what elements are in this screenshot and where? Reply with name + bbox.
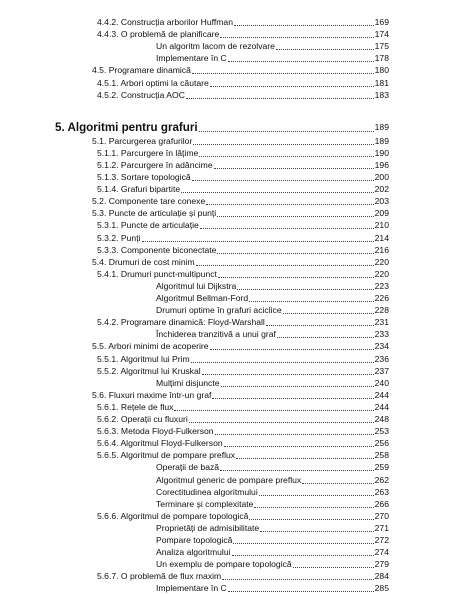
- toc-entry-number: 5.6.5.: [97, 450, 119, 461]
- dot-leader: [260, 531, 373, 532]
- toc-entry-number: 5.1.4.: [97, 184, 119, 195]
- dot-leader: [234, 25, 374, 26]
- toc-entry-number: 5.5.: [92, 341, 107, 352]
- toc-entry-text: Parcurgerea grafurilor: [108, 135, 193, 146]
- toc-entry-text: Operații cu fluxuri: [120, 414, 188, 424]
- toc-entry-text: O problemă de flux maxim: [120, 571, 222, 582]
- toc-entry[interactable]: [92, 207, 389, 219]
- toc-entry-text: Grafuri bipartite: [120, 184, 181, 195]
- toc-entry-text: Puncte de articulație și punți: [108, 208, 217, 219]
- toc-entry-number: 5.3.: [92, 208, 107, 219]
- toc-entry-number: 5.4.1.: [97, 268, 119, 279]
- toc-entry[interactable]: [156, 328, 389, 340]
- toc-entry[interactable]: [97, 413, 389, 425]
- toc-entry-number: 5.4.2.: [97, 317, 119, 328]
- dot-leader: [220, 37, 373, 38]
- toc-entry[interactable]: [156, 377, 389, 389]
- toc-entry-title: [156, 462, 219, 473]
- dot-leader: [192, 180, 374, 181]
- toc-page-number: 220: [374, 256, 389, 267]
- toc-entry-text: Pompare topologică: [156, 535, 233, 545]
- toc-entry-title: [156, 305, 282, 316]
- toc-page-number: 256: [374, 438, 389, 449]
- toc-entry-text: Drumuri optime în grafuri aciclice: [156, 305, 282, 316]
- toc-entry-number: 5.1.1.: [97, 147, 119, 158]
- toc-entry-text: Puncte de articulație: [120, 220, 199, 231]
- toc-entry-number: 5.3.1.: [97, 220, 119, 231]
- toc-entry-number: 5.2.: [92, 196, 107, 207]
- toc-entry-text: Un algoritm lacom de rezolvare: [156, 41, 275, 52]
- toc-entry-title: [97, 220, 199, 231]
- toc-entry-title: [97, 148, 198, 159]
- toc-entry-title: [156, 378, 220, 389]
- toc-entry-text: Un exemplu de pompare topologică: [156, 559, 292, 570]
- toc-entry-text: Algoritmul lui Prim: [120, 353, 190, 364]
- toc-entry-title: [156, 523, 259, 534]
- toc-page-number: 253: [374, 426, 389, 437]
- toc-entry-number: 5.1.2.: [97, 159, 119, 170]
- toc-entry-text: Componente tare conexe: [108, 196, 206, 207]
- toc-entry-text: Mulțimi disjuncte: [156, 377, 220, 388]
- toc-entry[interactable]: [156, 558, 389, 570]
- toc-entry-text: Terminare și complexitate: [156, 498, 254, 509]
- toc-entry-text: Algoritmul de pompare topologică: [120, 510, 249, 521]
- toc-page-number: 248: [374, 414, 389, 424]
- dot-leader: [224, 446, 374, 447]
- toc-page-number: 223: [374, 280, 389, 291]
- toc-entry[interactable]: [97, 28, 389, 40]
- toc-entry[interactable]: [92, 256, 389, 268]
- dot-leader: [214, 168, 374, 169]
- toc-page-number: 174: [374, 29, 389, 40]
- toc-entry-title: [92, 390, 211, 401]
- toc-entry[interactable]: [92, 135, 389, 147]
- dot-leader: [233, 543, 373, 544]
- toc-page-number: 180: [374, 65, 389, 76]
- toc-entry-text: Închiderea tranzitivă a unui graf: [156, 329, 276, 340]
- toc-entry[interactable]: [97, 77, 389, 89]
- toc-entry-text: Fluxuri maxime într-un graf: [108, 389, 212, 400]
- dot-leader: [212, 398, 373, 399]
- toc-entry[interactable]: [92, 195, 389, 207]
- toc-page-number: 274: [374, 547, 389, 558]
- toc-page-number: 169: [374, 17, 389, 27]
- toc-entry-title: [97, 160, 213, 171]
- toc-page-number: 220: [374, 268, 389, 279]
- toc-entry-title: [92, 257, 195, 268]
- toc-entry[interactable]: [97, 232, 389, 244]
- toc-page-number: 244: [374, 401, 389, 412]
- toc-entry-text: Analiza algoritmului: [156, 547, 231, 558]
- toc-page-number: 263: [374, 486, 389, 497]
- toc-entry[interactable]: [97, 219, 389, 231]
- toc-entry-title: [97, 90, 185, 101]
- toc-entry-text: Algoritmul lui Kruskal: [120, 365, 201, 376]
- toc-page-number: 190: [374, 147, 389, 158]
- toc-page-number: 262: [374, 474, 389, 485]
- toc-entry-title: [156, 559, 292, 570]
- toc-entry[interactable]: [97, 401, 389, 413]
- toc-entry-title: [97, 354, 190, 365]
- toc-entry-number: 5.6.7.: [97, 571, 119, 582]
- toc-entry-number: 5.3.2.: [97, 232, 119, 243]
- dot-leader: [222, 579, 373, 580]
- toc-entry-title: [156, 583, 227, 594]
- toc-entry-title: [55, 121, 198, 134]
- toc-page-number: 259: [374, 462, 389, 473]
- toc-page-number: 284: [374, 571, 389, 582]
- toc-page-number: 181: [374, 77, 389, 88]
- toc-entry-text: Algoritmul Floyd-Fulkerson: [120, 438, 223, 449]
- toc-entry-number: 5.1.3.: [97, 172, 119, 182]
- toc-entry-number: 5.6.3.: [97, 426, 119, 437]
- toc-page-number: 203: [374, 196, 389, 207]
- toc-entry-number: 5.6.4.: [97, 438, 119, 449]
- toc-entry-number: 4.4.3.: [97, 29, 119, 40]
- toc-entry[interactable]: [97, 570, 389, 582]
- toc-page-number: 200: [374, 172, 389, 182]
- toc-entry-title: [156, 281, 236, 292]
- toc-entry[interactable]: [97, 425, 389, 437]
- toc-entry[interactable]: [156, 461, 389, 473]
- toc-page-number: 214: [374, 232, 389, 243]
- toc-entry[interactable]: [97, 89, 389, 101]
- toc-entry-text: Metoda Floyd-Fulkerson: [120, 426, 214, 437]
- toc-entry-text: Construcția AOC: [120, 89, 185, 100]
- toc-entry[interactable]: [92, 389, 389, 401]
- dot-leader: [199, 131, 374, 132]
- toc-entry-title: [97, 571, 221, 582]
- toc-page-number: 175: [374, 41, 389, 52]
- dot-leader: [174, 410, 373, 411]
- toc-entry-number: 4.5.1.: [97, 77, 119, 88]
- toc-entry-title: [156, 499, 253, 510]
- toc-entry-title: [97, 414, 188, 425]
- dot-leader: [196, 265, 374, 266]
- toc-entry-title: [97, 233, 141, 244]
- dot-leader: [199, 156, 373, 157]
- toc-entry-number: 5.: [55, 120, 65, 134]
- toc-entry[interactable]: [156, 486, 389, 498]
- toc-entry-text: O problemă de planificare: [120, 29, 220, 40]
- toc-page-number: 216: [374, 244, 389, 255]
- toc-entry-title: [92, 136, 192, 147]
- dot-leader: [236, 458, 374, 459]
- toc-entry[interactable]: [97, 16, 389, 28]
- toc-entry[interactable]: [156, 304, 389, 316]
- toc-entry-text: Arbori optimi la căutare: [120, 77, 209, 88]
- dot-leader: [228, 591, 374, 592]
- toc-page-number: 231: [374, 317, 389, 328]
- toc-entry-title: [156, 293, 248, 304]
- dot-leader: [215, 434, 374, 435]
- toc-entry-number: 5.4.: [92, 256, 107, 267]
- toc-entry-number: 4.5.2.: [97, 89, 119, 100]
- toc-entry-title: [156, 535, 232, 546]
- toc-entry[interactable]: [97, 353, 389, 365]
- toc-entry-text: Programare dinamică: [108, 65, 191, 76]
- toc-entry-title: [97, 245, 216, 256]
- toc-page-number: 258: [374, 450, 389, 461]
- toc-page-number: 178: [374, 53, 389, 64]
- dot-leader: [220, 470, 374, 471]
- toc-entry-title: [97, 17, 233, 28]
- toc-entry-text: Arbori minimi de acoperire: [108, 341, 209, 352]
- toc-entry-title: [156, 53, 227, 64]
- toc-entry-text: Implementare în C: [156, 53, 227, 64]
- toc-entry-number: 5.6.2.: [97, 414, 119, 424]
- toc-page-number: 210: [374, 220, 389, 231]
- toc-entry-text: Rețele de flux: [120, 401, 174, 412]
- dot-leader: [200, 228, 374, 229]
- dot-leader: [142, 241, 374, 242]
- dot-leader: [221, 386, 374, 387]
- toc-page-number: 237: [374, 365, 389, 376]
- toc-entry-title: [97, 438, 223, 449]
- toc-page-number: 236: [374, 353, 389, 364]
- toc-page-number: 272: [374, 535, 389, 545]
- toc-entry[interactable]: [97, 159, 389, 171]
- toc-entry[interactable]: [156, 582, 389, 594]
- toc-page-number: 228: [374, 305, 389, 316]
- dot-leader: [192, 73, 374, 74]
- toc-entry[interactable]: [156, 522, 389, 534]
- toc-entry-title: [156, 475, 301, 486]
- toc-page-number: 183: [374, 89, 389, 100]
- dot-leader: [249, 519, 373, 520]
- toc-page-number: 189: [374, 135, 389, 146]
- toc-entry-text: Algoritmi pentru grafuri: [67, 120, 198, 134]
- toc-entry[interactable]: [97, 268, 389, 280]
- toc-entry-text: Corectitudinea algoritmului: [156, 486, 258, 497]
- dot-leader: [249, 301, 373, 302]
- toc-page-number: 271: [374, 522, 389, 533]
- toc-entry-title: [97, 78, 209, 89]
- toc-entry-title: [156, 329, 276, 340]
- toc-entry-title: [97, 450, 235, 461]
- toc-entry-text: Proprietăți de admisibilitate: [156, 522, 260, 533]
- toc-entry-number: 5.1.: [92, 135, 107, 146]
- toc-page-number: 234: [374, 341, 389, 352]
- dot-leader: [237, 289, 373, 290]
- toc-entry-text: Construcția arborilor Huffman: [120, 17, 233, 27]
- dot-leader: [302, 483, 373, 484]
- toc-entry[interactable]: [97, 244, 389, 256]
- toc-entry-title: [92, 196, 205, 207]
- toc-entry[interactable]: [156, 546, 389, 558]
- toc-entry[interactable]: [97, 171, 389, 183]
- toc-entry-title: [97, 511, 248, 522]
- toc-entry-number: 5.6.: [92, 389, 107, 400]
- toc-entry-number: 5.3.3.: [97, 244, 119, 255]
- toc-entry-title: [97, 172, 191, 183]
- toc-entry[interactable]: [156, 52, 389, 64]
- toc-entry-title: [156, 487, 258, 498]
- toc-page-number: 209: [374, 208, 389, 219]
- dot-leader: [259, 495, 374, 496]
- toc-entry-number: 4.5.: [92, 65, 107, 76]
- toc-entry-text: Parcurgere în adâncime: [120, 159, 213, 170]
- dot-leader: [218, 277, 374, 278]
- dot-leader: [232, 555, 374, 556]
- toc-entry[interactable]: [97, 510, 389, 522]
- toc-entry[interactable]: [97, 437, 389, 449]
- dot-leader: [266, 325, 374, 326]
- toc-chapter-entry[interactable]: [55, 120, 389, 134]
- toc-entry-title: [97, 426, 214, 437]
- dot-leader: [277, 337, 374, 338]
- toc-page-number: 279: [374, 559, 389, 570]
- toc-page-number: 233: [374, 329, 389, 340]
- toc-entry[interactable]: [156, 498, 389, 510]
- dot-leader: [293, 567, 374, 568]
- dot-leader: [181, 192, 374, 193]
- dot-leader: [254, 507, 373, 508]
- toc-entry-text: Implementare în C: [156, 583, 227, 594]
- dot-leader: [283, 313, 374, 314]
- toc-entry-number: 4.4.2.: [97, 17, 119, 27]
- toc-entry-title: [92, 208, 216, 219]
- dot-leader: [193, 144, 373, 145]
- toc-entry[interactable]: [156, 40, 389, 52]
- toc-entry-title: [97, 366, 201, 377]
- toc-entry-text: Drumuri de cost minim: [108, 256, 195, 267]
- dot-leader: [217, 253, 373, 254]
- toc-page-number: 189: [374, 121, 389, 132]
- toc-entry[interactable]: [92, 64, 389, 76]
- toc-entry-number: 5.6.1.: [97, 401, 119, 412]
- toc-entry-text: Parcurgere în lățime: [120, 147, 199, 158]
- toc-entry-title: [97, 29, 219, 40]
- toc-entry-text: Algoritmul generic de pompare preflux: [156, 474, 302, 485]
- dot-leader: [202, 374, 374, 375]
- toc-page-number: 226: [374, 293, 389, 303]
- toc-entry-text: Componente biconectate: [120, 244, 217, 255]
- toc-entry-text: Punți: [120, 232, 141, 243]
- toc-entry-title: [97, 317, 265, 328]
- toc-page-number: 270: [374, 510, 389, 521]
- toc-entry[interactable]: [92, 340, 389, 352]
- toc-entry-title: [97, 269, 217, 280]
- toc-page-number: 244: [374, 389, 389, 400]
- toc-entry-number: 5.5.2.: [97, 365, 119, 376]
- toc-entry-text: Programare dinamică: Floyd-Warshall: [120, 317, 265, 328]
- dot-leader: [206, 204, 373, 205]
- toc-entry[interactable]: [156, 474, 389, 486]
- toc-entry-title: [92, 65, 191, 76]
- dot-leader: [276, 49, 374, 50]
- toc-entry-text: Algoritmul lui Dijkstra: [156, 280, 237, 291]
- toc-entry-text: Algoritmul Bellman-Ford: [156, 293, 249, 303]
- toc-entry-text: Operații de bază: [156, 462, 220, 473]
- dot-leader: [186, 98, 374, 99]
- toc-entry-title: [92, 341, 209, 352]
- toc-entry[interactable]: [97, 365, 389, 377]
- toc-entry-text: Algoritmul de pompare preflux: [120, 450, 236, 461]
- toc-entry-text: Sortare topologică: [120, 172, 191, 182]
- toc-entry-number: 5.5.1.: [97, 353, 119, 364]
- dot-leader: [210, 349, 374, 350]
- toc-entry-title: [156, 547, 231, 558]
- toc-page-number: 266: [374, 498, 389, 509]
- toc-entry[interactable]: [97, 449, 389, 461]
- toc-entry[interactable]: [97, 316, 389, 328]
- toc-entry-text: Drumuri punct-multipunct: [120, 268, 217, 279]
- toc-entry[interactable]: [97, 147, 389, 159]
- dot-leader: [191, 362, 374, 363]
- toc-page-number: 240: [374, 377, 389, 388]
- toc-entry-title: [156, 41, 275, 52]
- dot-leader: [189, 422, 374, 423]
- dot-leader: [228, 61, 374, 62]
- toc-page-number: 285: [374, 583, 389, 594]
- toc-page-number: 202: [374, 184, 389, 195]
- toc-page-number: 196: [374, 159, 389, 170]
- dot-leader: [210, 86, 374, 87]
- toc-entry-title: [97, 184, 180, 195]
- toc-entry[interactable]: [97, 183, 389, 195]
- toc-entry-title: [97, 402, 173, 413]
- toc-entry[interactable]: [156, 292, 389, 304]
- toc-entry-number: 5.6.6.: [97, 510, 119, 521]
- toc-entry[interactable]: [156, 534, 389, 546]
- toc-entry[interactable]: [156, 280, 389, 292]
- dot-leader: [217, 216, 373, 217]
